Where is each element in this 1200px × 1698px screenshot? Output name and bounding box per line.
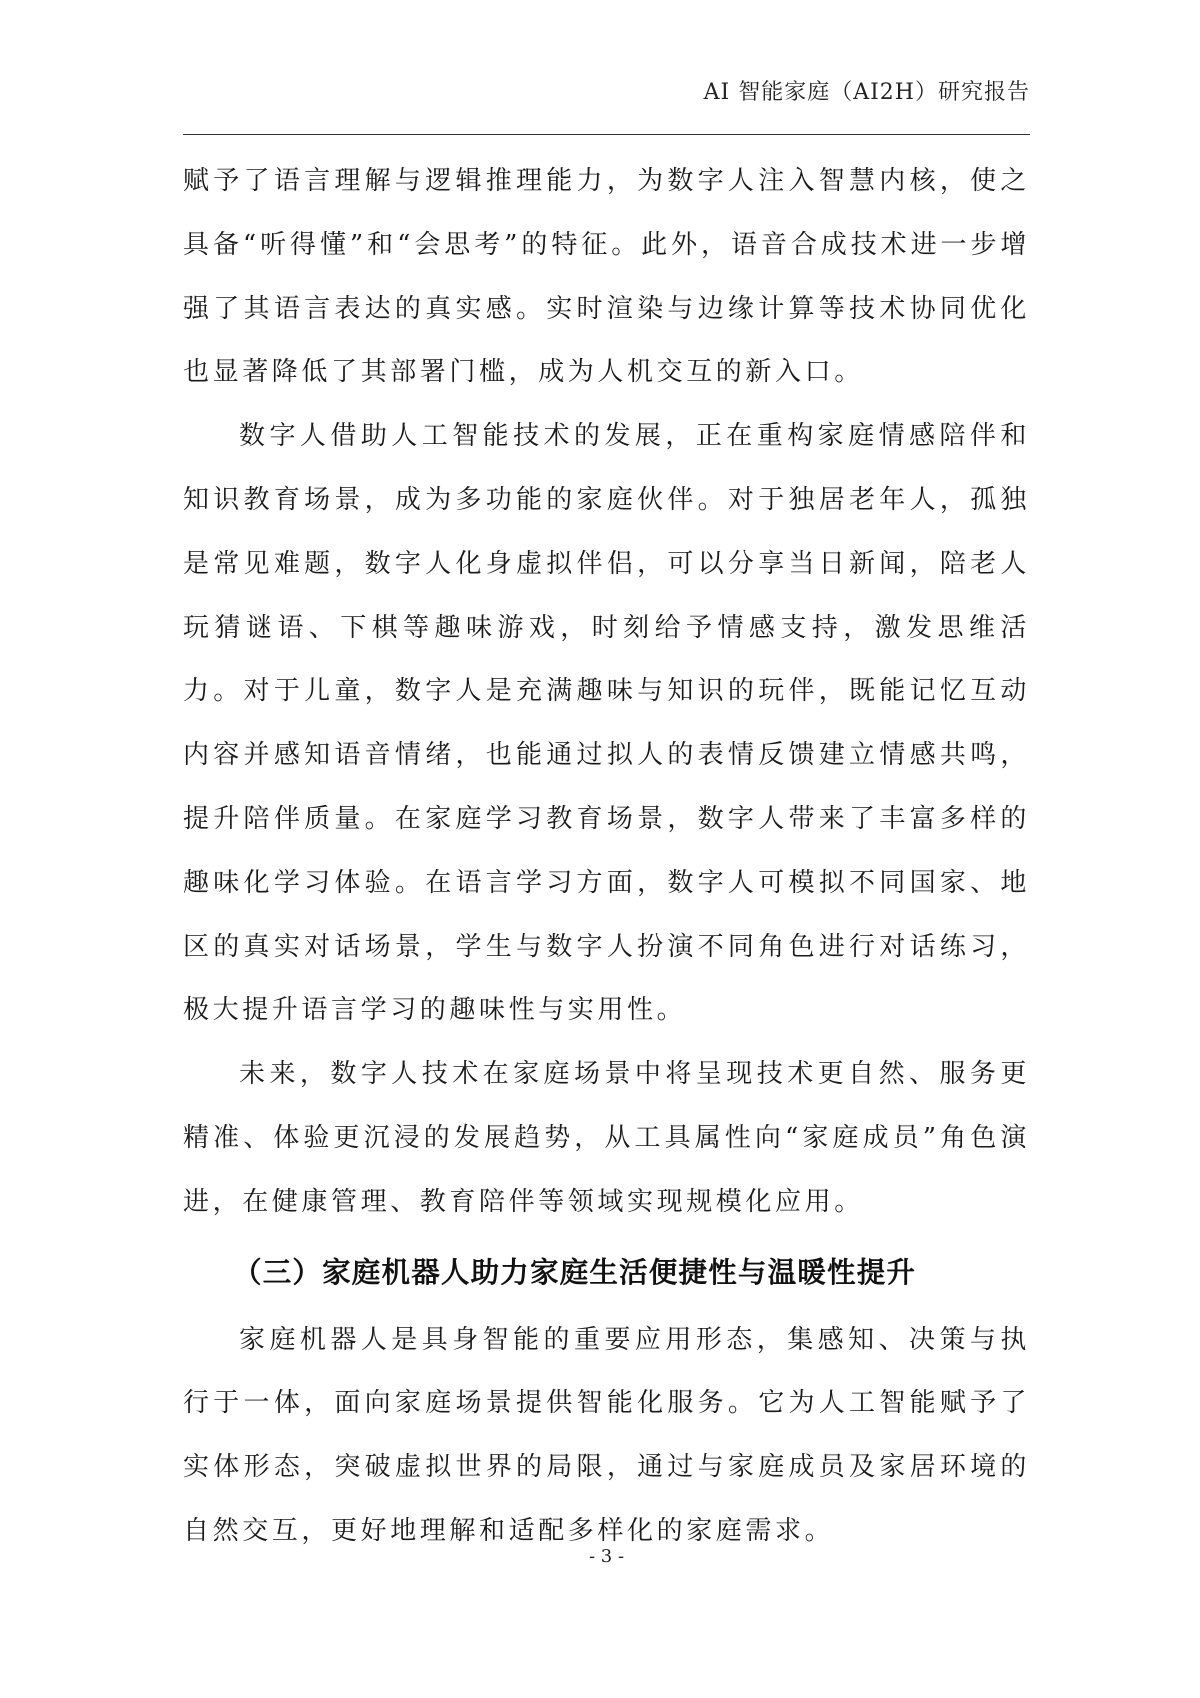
header-divider xyxy=(183,134,1030,135)
page-number: - 3 - xyxy=(588,1546,625,1567)
running-header-title: AI 智能家庭（AI2H）研究报告 xyxy=(703,80,1030,105)
paragraph-continued: 赋予了语言理解与逻辑推理能力，为数字人注入智慧内核，使之具备“听得懂”和“会思考”的特征。此外，语音合成技术进一步增强了其语言表达的真实感。实时渲染与边缘计算等技术协同优化也显著降低了其部署门槛，成为人机交互的新入口。 xyxy=(183,166,1030,388)
paragraph-digital-human-companion: 数字人借助人工智能技术的发展，正在重构家庭情感陪伴和知识教育场景，成为多功能的家庭伙伴。对于独居老年人，孤独是常见难题，数字人化身虚拟伴侣，可以分享当日新闻，陪老人玩猜谜语、下棋等趣味游戏，时刻给予情感支持，激发思维活力。对于儿童，数字人是充满趣味与知识的玩伴，既能记忆互动内容并感知语音情绪，也能通过拟人的表情反馈建立情感共鸣，提升陪伴质量。在家庭学习教育场景，数字人带来了丰富多样的趣味化学习体验。在语言学习方面，数字人可模拟不同国家、地区的真实对话场景，学生与数字人扮演不同角色进行对话练习，极大提升语言学习的趣味性与实用性。 xyxy=(183,421,1030,1026)
section-heading-home-robots: （三）家庭机器人助力家庭生活便捷性与温暖性提升 xyxy=(233,1255,917,1289)
paragraph-future-trend: 未来，数字人技术在家庭场景中将呈现技术更自然、服务更精准、体验更沉浸的发展趋势，从工具属性向“家庭成员”角色演进，在健康管理、教育陪伴等领域实现规模化应用。 xyxy=(183,1059,1030,1217)
paragraph-home-robots: 家庭机器人是具身智能的重要应用形态，集感知、决策与执行于一体，面向家庭场景提供智能化服务。它为人工智能赋予了实体形态，突破虚拟世界的局限，通过与家庭成员及家居环境的自然交互，更好地理解和适配多样化的家庭需求。 xyxy=(183,1324,1030,1546)
page-body xyxy=(183,150,1030,1564)
